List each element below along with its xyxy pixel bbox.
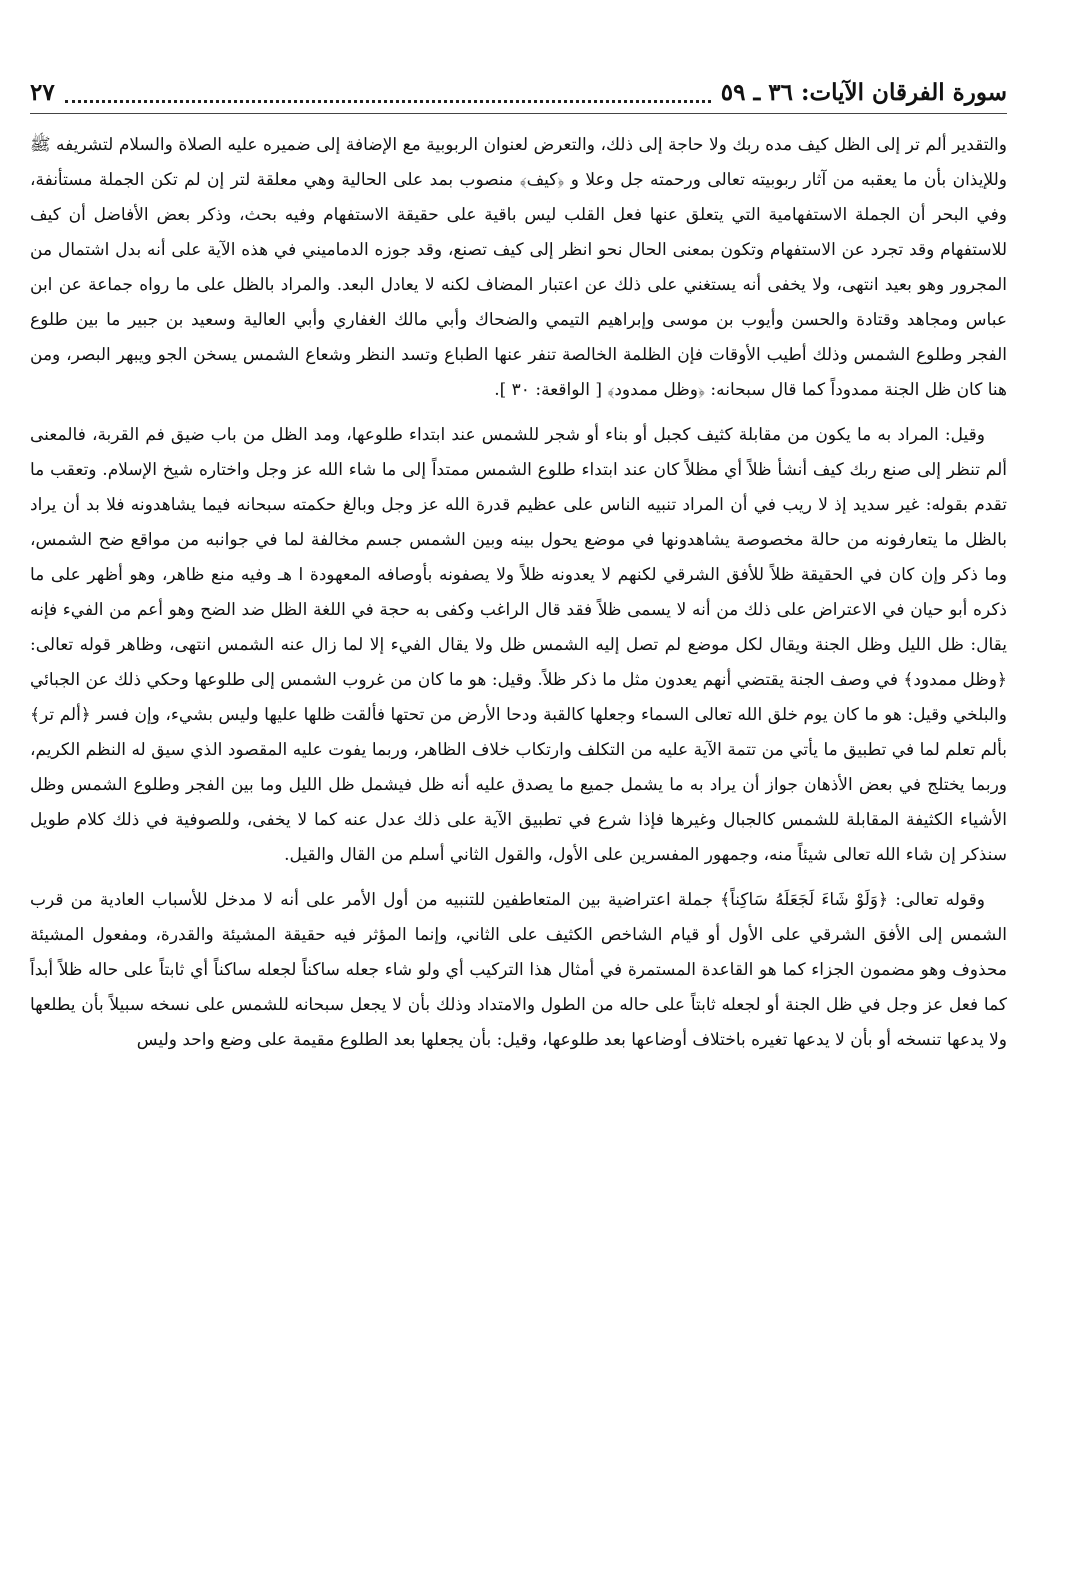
running-header xyxy=(30,72,1007,112)
page-number: ٢٧ xyxy=(30,78,55,106)
paragraph-2: وقيل: المراد به ما يكون من مقابلة كثيف كجبل أو بناء أو شجر للشمس عند ابتداء طلوعها، ومد الظل من باب ضيق فم القربة، فالمعنى ألم تنظر إلى صنع ربك كيف أنشأ ظلاً أي مظلاً كان عند ابتداء طلوع الشمس ممتداً إلى ما شاء الله عز وجل واختاره شيخ الإسلام. وتعقب ما تقدم بقوله: غير سديد إذ لا ريب في أن المراد تنبيه الناس على عظيم قدرة الله عز وجل وبالغ حكمته سبحانه فيما يشاهدونه فلا بد أن يراد بالظل ما يتعارفونه من حالة مخصوصة يشاهدونها في موضع يحول بينه وبين الشمس جسم مخالفة لما في جوانبه من مواقع ضح الشمس، وما ذكر وإن كان في الحقيقة ظلاً للأفق الشرقي لكنهم لا يعدونه ظلاً ولا يصفونه بأوصافه المعهودة ا هـ وفيه منع ظاهر، وهو أظهر على ما ذكره أبو حيان في الاعتراض على ذلك من أنه لا يسمى ظلاً فقد قال الراغب وكفى به حجة في اللغة الظل ضد الضح وهو أعم من الفيء فإنه يقال: ظل الليل وظل الجنة ويقال لكل موضع لم تصل إليه الشمس ظل ولا يقال الفيء إلا لما زال عنه الشمس انتهى، وظاهر قوله تعالى: ﴿وظل ممدود﴾ في وصف الجنة يقتضي أنهم يعدون مثل ما ذكر ظلاً. وقيل: هو ما كان من غروب الشمس إلى طلوعها وحكي ذلك عن الجبائي والبلخي وقيل: هو ما كان يوم خلق الله تعالى السماء وجعلها كالقبة ودحا الأرض من تحتها فألقت ظلها عليها وليس بشيء، وإن فسر ﴿ألم تر﴾ بألم تعلم لما في تطبيق ما يأتي من تتمة الآية عليه من التكلف وارتكاب خلاف الظاهر، وربما يفوت عليه المقصود الذي سيق له النظم الكريم، وربما يختلج في بعض الأذهان جواز أن يراد به ما يشمل جميع ما يصدق عليه أنه ظل فيشمل ظل الليل وما بين الفجر وطلوع الشمس وظل الأشياء الكثيفة المقابلة للشمس كالجبال وغيرها فإذا شرع في تطبيق الآية على ذلك عدل عنه كما لا يخفى، وللصوفية في ذلك كلام طويل سنذكر إن شاء الله تعالى شيئاً منه، وجمهور المفسرين على الأول، والقول الثاني أسلم من القال والقيل. xyxy=(30,425,1007,865)
paragraph-3: وقوله تعالى: ﴿وَلَوْ شَاءَ لَجَعَلَهُ سَاكِناً﴾ جملة اعتراضية بين المتعاطفين للتنبيه من أول الأمر على أنه لا مدخل للأسباب العادية من قرب الشمس إلى الأفق الشرقي على الأول أو قيام الشاخص الكثيف على الثاني، وإنما المؤثر فيه حقيقة المشيئة والقدرة، ومفعول المشيئة محذوف وهو مضمون الجزاء كما هو القاعدة المستمرة في أمثال هذا التركيب أي ولو شاء جعله ساكناً لجعله ساكناً أي ثابتاً على حاله ظلاً أبداً كما فعل عز وجل في ظل الجنة أو لجعله ثابتاً على حاله من الطول والامتداد وذلك بأن لا يجعل سبحانه للشمس على نسخه سبيلاً بأن يطلعها ولا يدعها تنسخه أو بأن لا يدعها تغيره باختلاف أوضاعها بعد طلوعها، وقيل: بأن يجعلها بعد الطلوع مقيمة على وضع واحد وليس xyxy=(30,890,1007,1050)
body-text xyxy=(30,128,1007,1058)
header-dot-leader xyxy=(65,82,711,103)
paragraph-1: والتقدير ألم تر إلى الظل كيف مده ربك ولا حاجة إلى ذلك، والتعرض لعنوان الربوبية مع الإضافة إلى ضميره عليه الصلاة والسلام لتشريفه ﷺ وللإيذان بأن ما يعقبه من آثار ربوبيته تعالى ورحمته جل وعلا و ﴿كيف﴾ منصوب بمد على الحالية وهي معلقة لتر إن لم تكن الجملة مستأنفة، وفي البحر أن الجملة الاستفهامية التي يتعلق عنها فعل القلب ليس باقية على حقيقة الاستفهام وفيه بحث، وذكر بعض الأفاضل أن كيف للاستفهام وقد تجرد عن الاستفهام وتكون بمعنى الحال نحو انظر إلى كيف تصنع، وقد جوزه الدماميني في هذه الآية على أنه بدل اشتمال من المجرور وهو بعيد انتهى، ولا يخفى أنه يستغني على ذلك عن اعتبار المضاف لكنه لا يعادل البعد. والمراد بالظل على ما رواه جماعة عن ابن عباس ومجاهد وقتادة والحسن وأيوب بن موسى وإبراهيم التيمي والضحاك وأبي مالك الغفاري وأبي العالية وسعيد بن جبير ما بين طلوع الفجر وطلوع الشمس وذلك أطيب الأوقات فإن الظلمة الخالصة تنفر عنها الطباع وتسد النظر وشعاع الشمس يسخن الجو ويبهر البصر، ومن هنا كان ظل الجنة ممدوداً كما قال سبحانه: ﴿وظل ممدود﴾ [ الواقعة: ٣٠ ]. xyxy=(30,135,1007,400)
header-divider xyxy=(30,113,1007,114)
header-title: سورة الفرقان الآيات: ٣٦ ـ ٥٩ xyxy=(720,78,1007,106)
